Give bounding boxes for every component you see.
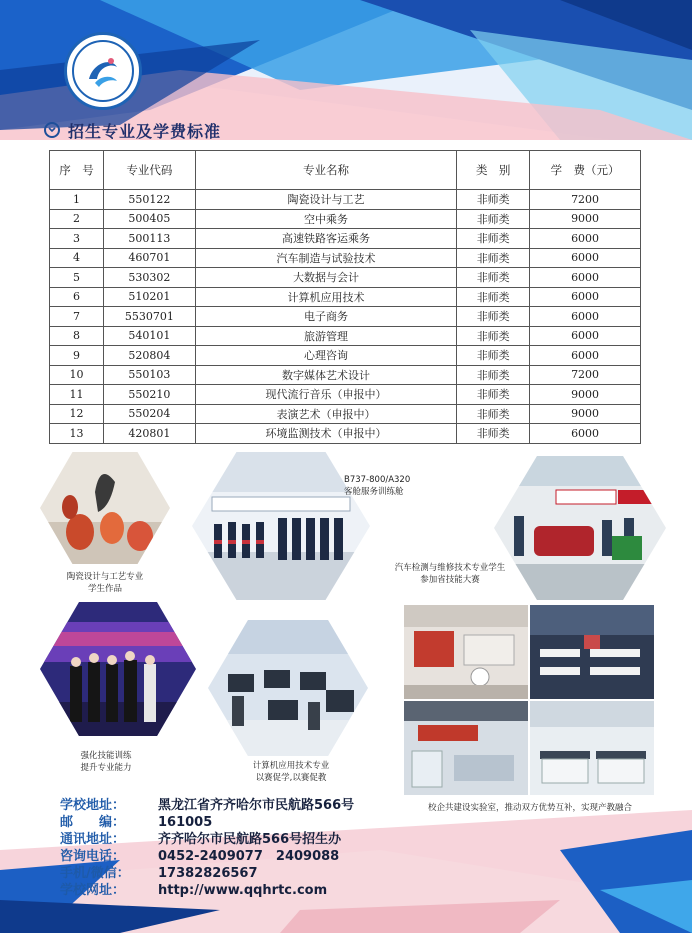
- computer-lab-photo: [208, 620, 368, 756]
- contact-label: 手机/微信：: [60, 866, 130, 881]
- cell-index: 1: [50, 190, 104, 210]
- contact-row-mailing: [60, 831, 354, 848]
- cell-fee: 6000: [530, 268, 641, 288]
- caption-line: 计算机应用技术专业: [252, 761, 330, 771]
- cell-fee: 6000: [530, 248, 641, 268]
- contact-value: 0452-2409077 2409088: [158, 849, 340, 864]
- table-row: [50, 268, 641, 288]
- col-header-category: 类 别: [457, 151, 530, 190]
- caption-line: B737-800/A320: [344, 475, 411, 485]
- contact-label: 学校网址：: [60, 883, 126, 898]
- table-row: [50, 346, 641, 366]
- lab-photo: [404, 605, 528, 699]
- cell-code: 550204: [103, 404, 195, 424]
- cell-fee: 9000: [530, 385, 641, 405]
- cell-code: 5530701: [103, 307, 195, 327]
- cell-code: 550103: [103, 365, 195, 385]
- cell-code: 420801: [103, 424, 195, 444]
- lab-caption: 校企共建设实验室，推动双方优势互补，实现产教融合: [427, 803, 632, 813]
- school-logo: [64, 32, 142, 110]
- cell-code: 550210: [103, 385, 195, 405]
- caption-line: 陶瓷设计与工艺专业: [66, 572, 144, 582]
- cell-category: 非师类: [457, 346, 530, 366]
- cell-index: 5: [50, 268, 104, 288]
- table-row: [50, 307, 641, 327]
- cell-index: 6: [50, 287, 104, 307]
- caption-line: 汽车检测与维修技术专业学生: [394, 563, 506, 573]
- contact-row-phone: [60, 848, 354, 865]
- cell-index: 11: [50, 385, 104, 405]
- lab-photo: [530, 605, 654, 699]
- cell-major: 高速铁路客运乘务: [195, 229, 456, 249]
- auto-caption: [380, 562, 520, 586]
- cell-index: 12: [50, 404, 104, 424]
- cell-code: 540101: [103, 326, 195, 346]
- cell-fee: 6000: [530, 287, 641, 307]
- ecommerce-caption: [56, 750, 156, 774]
- cell-category: 非师类: [457, 190, 530, 210]
- section-heading: [44, 118, 221, 142]
- contact-row-postcode: [60, 814, 354, 831]
- cell-major: 汽车制造与试验技术: [195, 248, 456, 268]
- section-title: 招生专业及学费标准: [68, 121, 222, 141]
- table-row: [50, 248, 641, 268]
- cell-code: 510201: [103, 287, 195, 307]
- cell-code: 500113: [103, 229, 195, 249]
- contact-label: 邮 编：: [60, 815, 126, 830]
- caption-line: 学生作品: [87, 584, 122, 594]
- contact-row-address: [60, 797, 354, 814]
- lab-photo-grid: [404, 605, 654, 795]
- table-row: [50, 209, 641, 229]
- contact-value: 齐齐哈尔市民航路566号招生办: [158, 832, 342, 847]
- computer-caption: [236, 760, 346, 784]
- cell-major: 现代流行音乐（申报中）: [195, 385, 456, 405]
- caption-line: 参加省技能大赛: [420, 575, 480, 585]
- cell-major: 陶瓷设计与工艺: [195, 190, 456, 210]
- cell-index: 10: [50, 365, 104, 385]
- cell-category: 非师类: [457, 248, 530, 268]
- contact-row-mobile: [60, 865, 354, 882]
- cell-fee: 7200: [530, 365, 641, 385]
- col-header-index: 序 号: [50, 151, 104, 190]
- col-header-code: 专业代码: [103, 151, 195, 190]
- table-row: [50, 287, 641, 307]
- caption-line: 提升专业能力: [80, 763, 132, 773]
- cell-category: 非师类: [457, 326, 530, 346]
- cell-index: 9: [50, 346, 104, 366]
- table-row: [50, 326, 641, 346]
- cell-major: 心理咨询: [195, 346, 456, 366]
- website-link[interactable]: http://www.qqhrtc.com: [158, 883, 328, 898]
- ecommerce-contest-photo: [40, 602, 196, 736]
- col-header-major: 专业名称: [195, 151, 456, 190]
- cell-category: 非师类: [457, 424, 530, 444]
- lab-photo: [530, 701, 654, 795]
- cell-fee: 6000: [530, 229, 641, 249]
- table-row: [50, 424, 641, 444]
- table-row: [50, 190, 641, 210]
- cabin-caption: [344, 474, 454, 498]
- col-header-fee: 学 费（元）: [530, 151, 641, 190]
- table-row: [50, 229, 641, 249]
- cell-major: 数字媒体艺术设计: [195, 365, 456, 385]
- caption-line: 以赛促学,以赛促教: [255, 773, 327, 783]
- cell-index: 13: [50, 424, 104, 444]
- cell-category: 非师类: [457, 404, 530, 424]
- chevron-down-icon: [44, 122, 60, 138]
- table-header-row: [50, 151, 641, 190]
- cell-index: 7: [50, 307, 104, 327]
- caption-line: 强化技能训练: [80, 751, 132, 761]
- cell-index: 2: [50, 209, 104, 229]
- cell-fee: 6000: [530, 326, 641, 346]
- table-row: [50, 365, 641, 385]
- cell-major: 大数据与会计: [195, 268, 456, 288]
- cell-major: 环境监测技术（申报中）: [195, 424, 456, 444]
- cell-index: 3: [50, 229, 104, 249]
- contact-label: 通讯地址：: [60, 832, 126, 847]
- caption-line: 客舱服务训练舱: [344, 487, 404, 497]
- table-row: [50, 404, 641, 424]
- cell-code: 520804: [103, 346, 195, 366]
- cell-fee: 6000: [530, 346, 641, 366]
- cell-code: 460701: [103, 248, 195, 268]
- cell-fee: 9000: [530, 209, 641, 229]
- cell-index: 4: [50, 248, 104, 268]
- cell-major: 表演艺术（申报中）: [195, 404, 456, 424]
- fee-table: [49, 150, 641, 444]
- cell-major: 空中乘务: [195, 209, 456, 229]
- cell-major: 旅游管理: [195, 326, 456, 346]
- contact-value: 17382826567: [158, 866, 258, 881]
- cell-fee: 9000: [530, 404, 641, 424]
- cell-fee: 6000: [530, 424, 641, 444]
- cell-fee: 6000: [530, 307, 641, 327]
- contact-value: 161005: [158, 815, 213, 830]
- cell-category: 非师类: [457, 307, 530, 327]
- table-row: [50, 385, 641, 405]
- cell-category: 非师类: [457, 268, 530, 288]
- ceramic-caption: [40, 571, 170, 595]
- cell-category: 非师类: [457, 385, 530, 405]
- cell-major: 电子商务: [195, 307, 456, 327]
- cell-category: 非师类: [457, 209, 530, 229]
- contact-info: [60, 797, 354, 899]
- lab-photo: [404, 701, 528, 795]
- contact-row-website[interactable]: [60, 882, 354, 899]
- cell-code: 550122: [103, 190, 195, 210]
- ceramic-photo: [40, 452, 170, 564]
- cell-category: 非师类: [457, 287, 530, 307]
- cell-code: 530302: [103, 268, 195, 288]
- cell-major: 计算机应用技术: [195, 287, 456, 307]
- contact-label: 学校地址：: [60, 798, 126, 813]
- contact-value: 黑龙江省齐齐哈尔市民航路566号: [158, 798, 355, 813]
- contact-label: 咨询电话：: [60, 849, 126, 864]
- cell-index: 8: [50, 326, 104, 346]
- cell-category: 非师类: [457, 229, 530, 249]
- cell-category: 非师类: [457, 365, 530, 385]
- cell-fee: 7200: [530, 190, 641, 210]
- cell-code: 500405: [103, 209, 195, 229]
